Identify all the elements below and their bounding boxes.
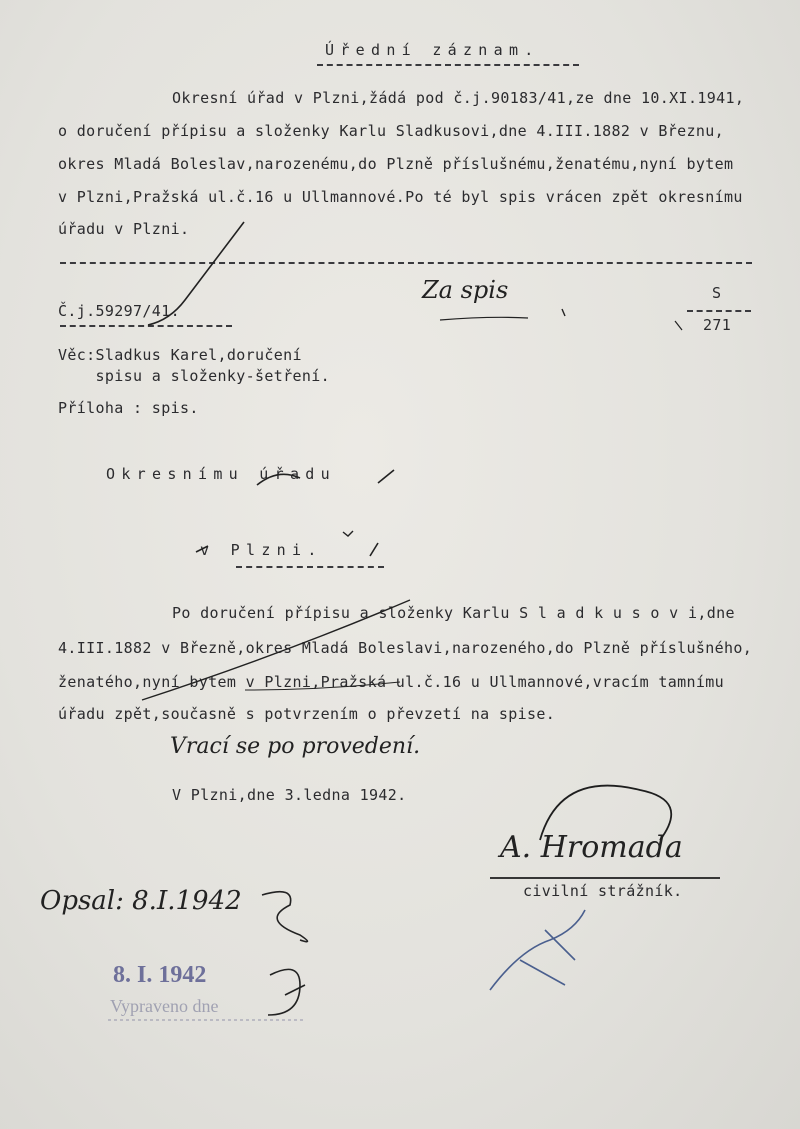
document-heading: Úřední záznam. bbox=[325, 41, 540, 59]
body-line-4: úřadu zpět,současně s potvrzením o převzetí na spise. bbox=[58, 705, 556, 723]
body-handwritten-note: Vrací se po provedení. bbox=[170, 734, 421, 759]
attachment-line: Příloha : spis. bbox=[58, 399, 199, 417]
record-line-2: o doručení přípisu a složenky Karlu Sladkusovi,dne 4.III.1882 v Březnu, bbox=[58, 122, 725, 140]
stamp-label: Vypraveno dne bbox=[110, 996, 219, 1016]
section-divider bbox=[60, 262, 752, 264]
record-line-5: úřadu v Plzni. bbox=[58, 220, 190, 238]
place-date: V Plzni,dne 3.ledna 1942. bbox=[172, 786, 407, 804]
addressee-office: Okresnímu úřadu bbox=[106, 465, 336, 483]
addressee-underline bbox=[236, 566, 384, 568]
dispatch-note: Opsal: 8.I.1942 bbox=[40, 886, 242, 916]
reference-code-number: 271 bbox=[703, 316, 732, 334]
subject-line-1: Věc:Sladkus Karel,doručení bbox=[58, 346, 302, 364]
subject-line-2: spisu a složenky-šetření. bbox=[58, 367, 331, 385]
reference-code-letter: S bbox=[712, 284, 722, 302]
signature: A. Hromada bbox=[500, 830, 683, 865]
stamp-date: 8. I. 1942 bbox=[113, 962, 207, 988]
record-line-1: Okresní úřad v Plzni,žádá pod č.j.90183/41,ze dne 10.XI.1941, bbox=[172, 89, 745, 107]
record-line-4: v Plzni,Pražská ul.č.16 u Ullmannové.Po té byl spis vrácen zpět okresnímu bbox=[58, 188, 743, 206]
signature-title: civilní strážník. bbox=[523, 882, 683, 900]
record-line-3: okres Mladá Boleslav,narozenému,do Plzně příslušnému,ženatému,nyní bytem bbox=[58, 155, 734, 173]
addressee-city: v Plzni. bbox=[200, 541, 323, 559]
reference-code-divider bbox=[687, 310, 751, 312]
heading-underline bbox=[317, 64, 579, 66]
reference-handwritten-note: Za spis bbox=[422, 276, 509, 304]
body-line-3: ženatého,nyní bytem v Plzni,Pražská ul.č.16 u Ullmannové,vracím tamnímu bbox=[58, 673, 725, 691]
reference-underline bbox=[60, 325, 232, 327]
body-line-1: Po doručení přípisu a složenky Karlu S l a d k u s o v i,dne bbox=[172, 604, 735, 622]
body-line-2: 4.III.1882 v Březně,okres Mladá Boleslavi,narozeného,do Plzně příslušného, bbox=[58, 639, 753, 657]
reference-number: Č.j.59297/41. bbox=[58, 302, 180, 320]
